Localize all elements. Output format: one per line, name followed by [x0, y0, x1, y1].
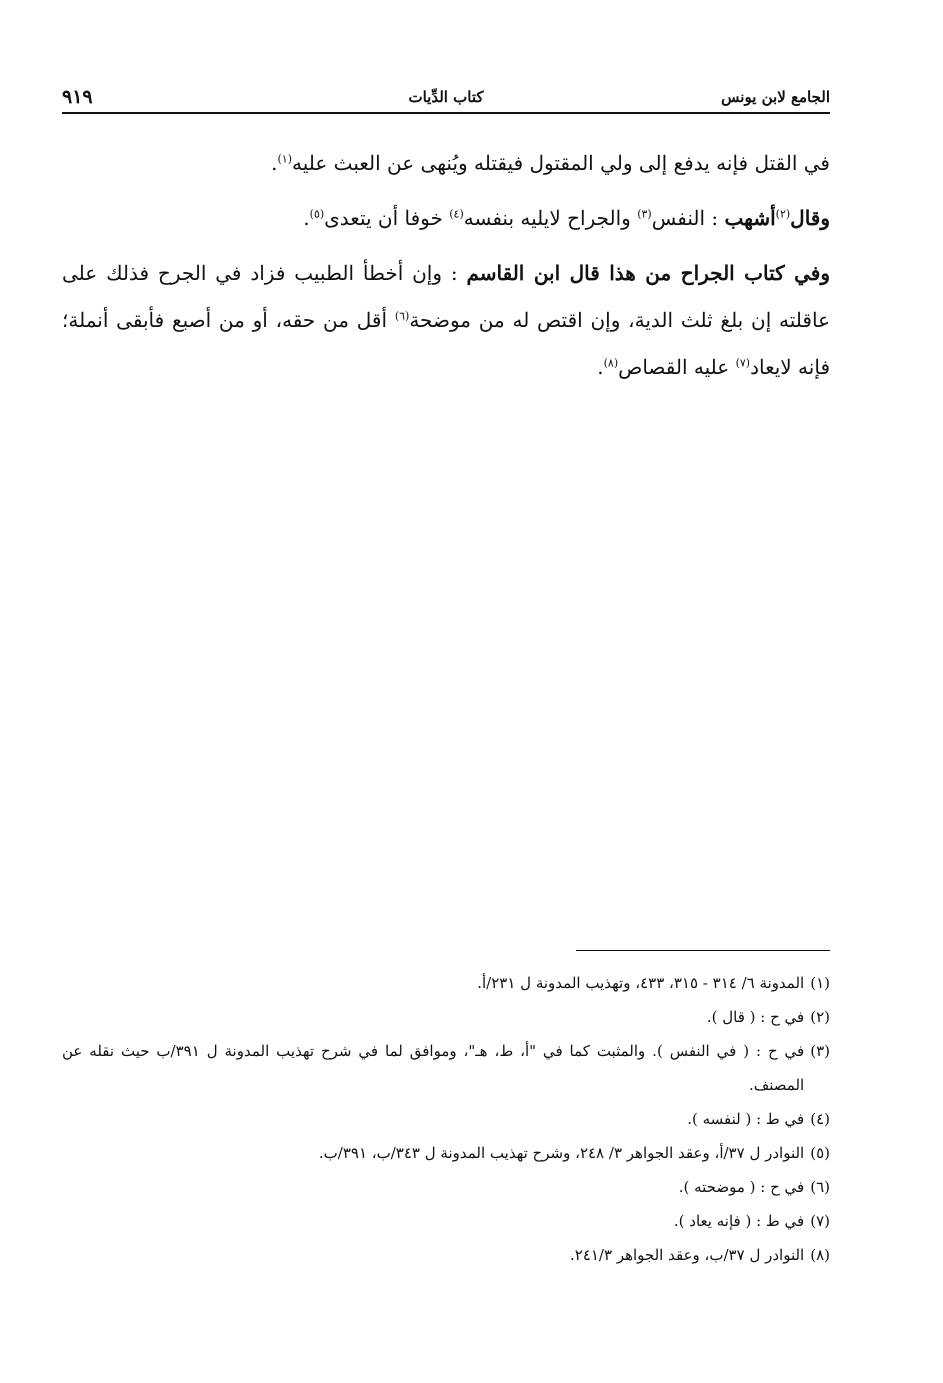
running-header	[62, 86, 830, 112]
paragraph-1-text: في القتل فإنه يدفع إلى ولي المقتول فيقتله ويُنهى عن العبث عليه	[292, 151, 830, 175]
footnote-item	[62, 1034, 830, 1102]
footnote-separator	[576, 950, 830, 951]
footnote-number: (١)	[810, 974, 830, 992]
main-text	[62, 140, 830, 391]
footnote-text: في ح : ( في النفس ). والمثبت كما في "أ، ط، هـ"، وموافق لما في شرح تهذيب المدونة ل ٣٩١/ب حيث نقله عن المصنف.	[62, 1042, 805, 1094]
paragraph-2-end: .	[303, 206, 310, 230]
paragraph-3-end: .	[597, 355, 604, 379]
footnote-text: في ح : ( قال ).	[706, 1008, 805, 1026]
paragraph-2-text-2: والجراح لايليه بنفسه	[463, 206, 638, 230]
footnote-text: في ط : ( فإنه يعاد ).	[673, 1212, 805, 1230]
footnote-text: في ح : ( موضحته ).	[678, 1178, 805, 1196]
paragraph-1-end: .	[271, 151, 278, 175]
footnote-number: (٤)	[810, 1110, 830, 1128]
footnote-item	[62, 1170, 830, 1204]
footnote-ref-8: (٨)	[603, 356, 619, 370]
footnote-ref-1: (١)	[277, 152, 293, 166]
paragraph-1	[62, 140, 830, 187]
footnote-ref-6: (٦)	[394, 309, 410, 323]
footnote-number: (٢)	[810, 1008, 830, 1026]
footnote-item	[62, 1102, 830, 1136]
paragraph-2	[62, 195, 830, 242]
footnote-item	[62, 1204, 830, 1238]
book-title: الجامع لابن يونس	[721, 88, 830, 106]
paragraph-3-text-1: : وإن أخطأ الطبيب فزاد في الجرح فذلك على عاقلته إن بلغ ثلث الدية، وإن اقتص له من موضحة	[62, 261, 831, 332]
paragraph-2-name: أشهب	[724, 206, 776, 230]
chapter-title: كتاب الدِّيات	[408, 88, 484, 106]
paragraph-2-lead: وقال	[790, 206, 830, 230]
footnote-item	[62, 1136, 830, 1170]
paragraph-3	[62, 250, 830, 391]
footnote-text: النوادر ل ٣٧/ب، وعقد الجواهر ٢٤١/٣.	[569, 1246, 805, 1264]
footnote-text: المدونة ٦/ ٣١٤ - ٣١٥، ٤٣٣، وتهذيب المدونة ل ٢٣١/أ.	[477, 974, 805, 992]
paragraph-3-text-3: عليه القصاص	[618, 355, 736, 379]
footnote-number: (٦)	[810, 1178, 830, 1196]
paragraph-3-lead: وفي كتاب الجراح من هذا قال ابن القاسم	[466, 261, 830, 285]
paragraph-2-text-1: : النفس	[651, 206, 725, 230]
footnote-text: النوادر ل ٣٧/أ، وعقد الجواهر ٣/ ٢٤٨، وشرح تهذيب المدونة ل ٣٤٣/ب، ٣٩١/ب.	[318, 1144, 805, 1162]
footnote-item	[62, 1000, 830, 1034]
footnote-ref-7: (٧)	[735, 356, 751, 370]
footnote-text: في ط : ( لنفسه ).	[687, 1110, 805, 1128]
footnote-ref-2: (٢)	[775, 207, 791, 221]
footnote-item	[62, 966, 830, 1000]
paragraph-3-text-2: أقل من حقه، أو من أصبع فأبقى أنملة؛ فإنه لايعاد	[62, 308, 830, 379]
page-number: ٩١٩	[62, 86, 93, 108]
footnote-item	[62, 1238, 830, 1272]
footnote-number: (٥)	[810, 1144, 830, 1162]
paragraph-2-text-3: خوفا أن يتعدى	[324, 206, 450, 230]
footnote-number: (٧)	[810, 1212, 830, 1230]
footnote-ref-4: (٤)	[449, 207, 464, 221]
footnotes	[62, 966, 830, 1272]
footnote-ref-3: (٣)	[637, 207, 652, 221]
footnote-number: (٨)	[810, 1246, 830, 1264]
header-rule	[62, 112, 830, 114]
footnote-number: (٣)	[810, 1042, 830, 1060]
footnote-ref-5: (٥)	[309, 207, 325, 221]
